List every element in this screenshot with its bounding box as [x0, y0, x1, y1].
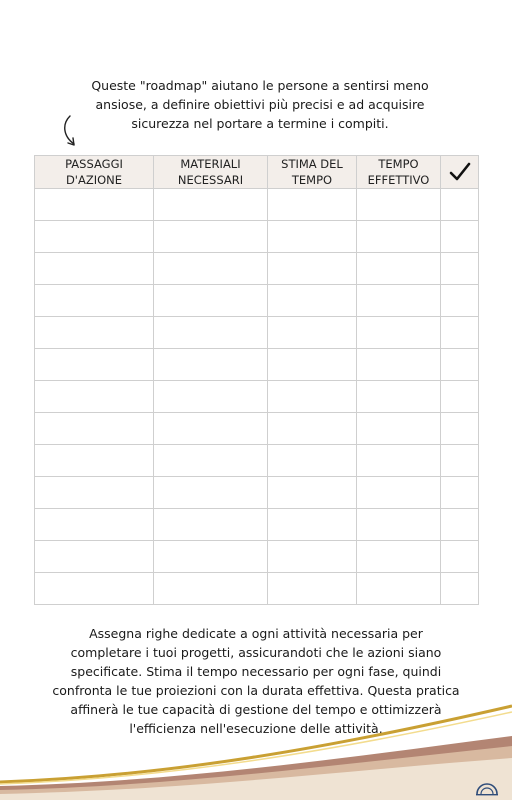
outro-line: specificate. Stima il tempo necessario per ogni fase, quindi — [70, 664, 442, 679]
cell-check[interactable] — [441, 573, 479, 605]
cell-check[interactable] — [441, 285, 479, 317]
cell-stima[interactable] — [268, 445, 357, 477]
table-row — [35, 573, 479, 605]
cell-stima[interactable] — [268, 477, 357, 509]
cell-effettivo[interactable] — [357, 189, 441, 221]
cell-passaggi[interactable] — [35, 381, 154, 413]
cell-passaggi[interactable] — [35, 253, 154, 285]
cell-check[interactable] — [441, 349, 479, 381]
cell-materiali[interactable] — [154, 253, 268, 285]
cell-check[interactable] — [441, 445, 479, 477]
cell-effettivo[interactable] — [357, 413, 441, 445]
cell-effettivo[interactable] — [357, 477, 441, 509]
cell-check[interactable] — [441, 381, 479, 413]
table-row — [35, 445, 479, 477]
intro-line: Queste "roadmap" aiutano le persone a sentirsi meno — [91, 78, 429, 93]
cell-materiali[interactable] — [154, 509, 268, 541]
roadmap-table — [34, 155, 479, 605]
cell-stima[interactable] — [268, 381, 357, 413]
outro-line: Assegna righe dedicate a ogni attività necessaria per — [89, 626, 423, 641]
cell-stima[interactable] — [268, 541, 357, 573]
cell-effettivo[interactable] — [357, 541, 441, 573]
outro-line: confronta le tue proiezioni con la durata effettiva. Questa pratica — [52, 683, 460, 698]
table-header-row — [35, 156, 479, 189]
cell-effettivo[interactable] — [357, 221, 441, 253]
cell-passaggi[interactable] — [35, 349, 154, 381]
header-tempo-effettivo: TEMPO EFFETTIVO — [357, 156, 441, 189]
intro-line: sicurezza nel portare a termine i compiti. — [131, 116, 389, 131]
cell-effettivo[interactable] — [357, 349, 441, 381]
table-row — [35, 285, 479, 317]
cell-passaggi[interactable] — [35, 445, 154, 477]
cell-passaggi[interactable] — [35, 413, 154, 445]
cell-check[interactable] — [441, 509, 479, 541]
checkmark-icon — [449, 162, 471, 182]
cell-passaggi[interactable] — [35, 541, 154, 573]
cell-stima[interactable] — [268, 221, 357, 253]
header-materiali-necessari: MATERIALI NECESSARI — [154, 156, 268, 189]
table-row — [35, 413, 479, 445]
intro-line: ansiose, a definire obiettivi più precisi e ad acquisire — [95, 97, 425, 112]
table-row — [35, 349, 479, 381]
intro-text — [60, 76, 460, 133]
decorative-waves — [0, 690, 512, 800]
table-body — [35, 189, 479, 605]
header-passaggi-azione: PASSAGGI D'AZIONE — [35, 156, 154, 189]
cell-passaggi[interactable] — [35, 317, 154, 349]
cell-materiali[interactable] — [154, 413, 268, 445]
table-row — [35, 541, 479, 573]
cell-materiali[interactable] — [154, 285, 268, 317]
cell-materiali[interactable] — [154, 317, 268, 349]
cell-stima[interactable] — [268, 253, 357, 285]
cell-passaggi[interactable] — [35, 189, 154, 221]
cell-materiali[interactable] — [154, 349, 268, 381]
cell-effettivo[interactable] — [357, 253, 441, 285]
cell-check[interactable] — [441, 413, 479, 445]
table-row — [35, 317, 479, 349]
cell-stima[interactable] — [268, 509, 357, 541]
cell-effettivo[interactable] — [357, 285, 441, 317]
cell-passaggi[interactable] — [35, 285, 154, 317]
outro-line: affinerà le tue capacità di gestione del tempo e ottimizzerà — [70, 702, 442, 717]
cell-materiali[interactable] — [154, 573, 268, 605]
cell-stima[interactable] — [268, 349, 357, 381]
cell-passaggi[interactable] — [35, 221, 154, 253]
cell-check[interactable] — [441, 317, 479, 349]
cell-stima[interactable] — [268, 189, 357, 221]
cell-check[interactable] — [441, 253, 479, 285]
cell-materiali[interactable] — [154, 221, 268, 253]
cell-check[interactable] — [441, 541, 479, 573]
curved-arrow-icon — [60, 114, 86, 150]
table-row — [35, 381, 479, 413]
cell-effettivo[interactable] — [357, 573, 441, 605]
cell-check[interactable] — [441, 477, 479, 509]
table-row — [35, 221, 479, 253]
table-row — [35, 509, 479, 541]
cell-effettivo[interactable] — [357, 445, 441, 477]
cell-materiali[interactable] — [154, 445, 268, 477]
cell-effettivo[interactable] — [357, 381, 441, 413]
cell-stima[interactable] — [268, 285, 357, 317]
header-check — [441, 156, 479, 189]
header-stima-tempo: STIMA DEL TEMPO — [268, 156, 357, 189]
table-row — [35, 189, 479, 221]
cell-passaggi[interactable] — [35, 477, 154, 509]
cell-stima[interactable] — [268, 413, 357, 445]
cell-check[interactable] — [441, 221, 479, 253]
cell-check[interactable] — [441, 189, 479, 221]
outro-line: l'efficienza nell'esecuzione delle attività. — [129, 721, 383, 736]
cell-stima[interactable] — [268, 573, 357, 605]
cell-effettivo[interactable] — [357, 317, 441, 349]
cell-passaggi[interactable] — [35, 573, 154, 605]
cell-stima[interactable] — [268, 317, 357, 349]
table-row — [35, 477, 479, 509]
table-row — [35, 253, 479, 285]
cell-materiali[interactable] — [154, 477, 268, 509]
outro-line: completare i tuoi progetti, assicurandoti che le azioni siano — [70, 645, 442, 660]
logo-icon — [474, 778, 500, 798]
cell-materiali[interactable] — [154, 189, 268, 221]
cell-passaggi[interactable] — [35, 509, 154, 541]
cell-materiali[interactable] — [154, 381, 268, 413]
cell-effettivo[interactable] — [357, 509, 441, 541]
cell-materiali[interactable] — [154, 541, 268, 573]
